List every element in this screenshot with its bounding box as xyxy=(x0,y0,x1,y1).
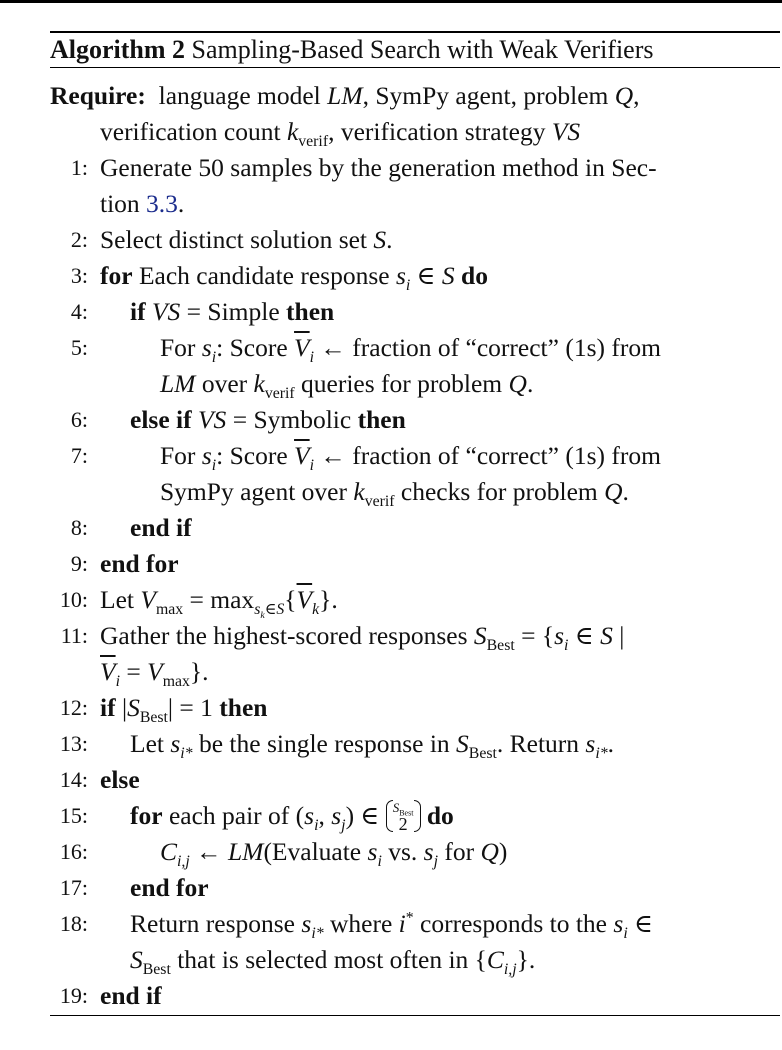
step-5-cont xyxy=(160,366,533,402)
math-subscript: verif xyxy=(264,385,295,403)
step-text: : Score xyxy=(216,333,295,362)
step-6 xyxy=(130,402,406,438)
math-subscript: Best xyxy=(468,745,497,763)
step-16 xyxy=(160,834,507,870)
math-subscript: k xyxy=(260,610,265,622)
step-text: SymPy agent over xyxy=(160,477,354,506)
step-7-cont xyxy=(160,474,629,510)
math-subscript: i xyxy=(405,277,411,295)
math-subscript: i,j xyxy=(177,853,190,871)
algorithm-number: Algorithm 2 xyxy=(50,35,186,64)
require-text: , verification strategy xyxy=(328,117,552,146)
step-text: over xyxy=(195,369,254,398)
step-text: For xyxy=(160,441,202,470)
step-text: vs. xyxy=(381,837,424,866)
math-lm: LM xyxy=(327,81,363,110)
line-number: 14: xyxy=(59,767,88,792)
keyword-end-if: end if xyxy=(130,513,192,542)
step-text: where xyxy=(323,909,399,938)
math-vs: VS xyxy=(551,117,581,146)
step-text: . xyxy=(526,369,534,398)
keyword-then: then xyxy=(357,405,406,434)
line-number: 16: xyxy=(59,839,88,864)
step-17 xyxy=(130,870,209,906)
step-1 xyxy=(100,150,657,186)
step-text: , xyxy=(318,801,332,830)
math-s: s xyxy=(585,729,596,758)
step-text: = Simple xyxy=(180,297,287,326)
section-ref-link[interactable]: 3.3 xyxy=(146,189,178,218)
step-text: each pair of ( xyxy=(162,801,305,830)
math-v: V xyxy=(140,585,156,614)
math-c: C xyxy=(486,945,504,974)
keyword-do: do xyxy=(420,801,454,830)
math-q: Q xyxy=(604,477,623,506)
step-text: ∈ xyxy=(568,621,601,650)
step-text: | xyxy=(612,621,625,650)
step-text: = Symbolic xyxy=(226,405,358,434)
step-5 xyxy=(160,330,661,366)
math-subscript: i xyxy=(309,457,315,475)
math-subscript: i xyxy=(377,853,382,871)
step-text: ← fraction of “correct” (1s) from xyxy=(314,441,661,470)
keyword-if: if xyxy=(130,297,146,326)
math-subscript: k xyxy=(312,601,320,619)
binom-top: S xyxy=(392,800,400,816)
line-number: 17: xyxy=(59,875,88,900)
step-text: For xyxy=(160,333,202,362)
step-14 xyxy=(100,762,140,798)
step-text: : Score xyxy=(216,441,295,470)
step-text: Gather the highest-scored responses xyxy=(100,621,474,650)
math-subscript: s xyxy=(254,601,261,619)
binomial-coefficient xyxy=(386,798,421,834)
step-text: }. xyxy=(516,945,536,974)
math-subscript: Best xyxy=(142,961,171,979)
math-v-bar: $\overline{V}$ xyxy=(100,657,116,686)
line-number: 15: xyxy=(59,803,88,828)
require-text: , SymPy agent, problem xyxy=(362,81,615,110)
math-subscript: max xyxy=(155,601,184,619)
math-s: S xyxy=(473,621,487,650)
title-rule xyxy=(50,67,780,68)
math-lm: LM xyxy=(228,837,264,866)
math-subscript: i xyxy=(309,349,315,367)
math-subscript: i* xyxy=(595,745,608,763)
step-15 xyxy=(130,798,454,834)
math-subscript: ∈S xyxy=(264,601,285,619)
step-4 xyxy=(130,294,334,330)
math-v-bar: $\overline{V}$ xyxy=(296,585,313,614)
math-s: s xyxy=(201,441,212,470)
keyword-then: then xyxy=(219,693,268,722)
step-18-cont xyxy=(130,942,535,978)
math-c: C xyxy=(160,837,178,866)
step-text: . xyxy=(386,225,393,254)
line-number: 19: xyxy=(59,983,88,1008)
require-text: language model xyxy=(158,81,328,110)
line-number: 5: xyxy=(70,335,88,360)
step-text: | = 1 xyxy=(167,693,220,722)
step-text: ← xyxy=(189,837,228,866)
keyword-if: if xyxy=(100,693,116,722)
line-number: 7: xyxy=(70,443,88,468)
step-text: ∈ xyxy=(410,261,442,290)
math-s: s xyxy=(201,333,212,362)
step-10 xyxy=(100,582,338,622)
line-number: 3: xyxy=(70,263,88,288)
math-subscript: i xyxy=(211,349,217,367)
step-text: = xyxy=(119,657,148,686)
math-q: Q xyxy=(480,837,499,866)
step-text: = max xyxy=(183,585,255,614)
step-7 xyxy=(160,438,661,474)
step-12 xyxy=(100,690,267,726)
math-q: Q xyxy=(508,369,527,398)
math-subscript: Best xyxy=(486,637,515,655)
math-subscript: verif xyxy=(298,133,329,151)
require-label: Require: xyxy=(50,81,146,110)
step-text: (Evaluate xyxy=(263,837,368,866)
keyword-then: then xyxy=(286,297,335,326)
math-s: s xyxy=(554,621,565,650)
line-number: 11: xyxy=(60,623,88,648)
top-rule xyxy=(0,0,782,3)
step-text: . xyxy=(177,189,185,218)
require-line-2 xyxy=(100,114,580,150)
step-text: corresponds to the xyxy=(413,909,614,938)
math-subscript: i xyxy=(623,925,628,943)
step-text: }. xyxy=(319,585,338,614)
step-text: checks for problem xyxy=(394,477,605,506)
math-subscript: Best xyxy=(399,808,414,818)
step-1-cont xyxy=(100,186,184,222)
math-lm: LM xyxy=(160,369,196,398)
step-text: = { xyxy=(514,621,555,650)
binom-bottom: 2 xyxy=(398,814,408,835)
step-text: ) ∈ xyxy=(345,801,386,830)
step-11-cont xyxy=(100,654,209,690)
keyword-do: do xyxy=(454,261,488,290)
math-k: k xyxy=(286,117,299,146)
step-3 xyxy=(100,258,488,294)
math-vs: VS xyxy=(191,405,227,434)
require-text: , xyxy=(633,81,640,110)
step-text: Each candidate response xyxy=(132,261,396,290)
keyword-end-for: end for xyxy=(130,873,209,902)
step-8 xyxy=(130,510,192,546)
math-vs: VS xyxy=(145,297,181,326)
math-subscript: i xyxy=(115,673,120,691)
line-number: 8: xyxy=(70,515,88,540)
math-v: V xyxy=(147,657,163,686)
step-text: tion xyxy=(100,189,147,218)
line-number: 18: xyxy=(59,911,88,936)
math-s: S xyxy=(600,621,613,650)
math-subscript: i xyxy=(314,817,319,835)
math-s: S xyxy=(373,225,387,254)
line-number: 13: xyxy=(59,731,88,756)
require-line-1 xyxy=(50,78,640,114)
math-s: S xyxy=(441,261,455,290)
math-v-bar: $\overline{V}$ xyxy=(294,333,310,362)
math-subscript: i xyxy=(564,637,569,655)
step-text: | xyxy=(115,693,128,722)
math-k: k xyxy=(253,369,265,398)
step-13 xyxy=(130,726,614,762)
step-18 xyxy=(130,906,653,942)
line-number: 10: xyxy=(59,587,88,612)
math-subscript: i* xyxy=(311,925,324,943)
step-19 xyxy=(100,978,162,1014)
step-text: Let xyxy=(130,729,171,758)
math-s: s xyxy=(170,729,181,758)
keyword-else: else xyxy=(100,765,140,794)
step-text: Return response xyxy=(130,909,302,938)
step-text: ∈ xyxy=(627,909,653,938)
step-9 xyxy=(100,546,179,582)
math-s: S xyxy=(127,693,140,722)
math-subscript: j xyxy=(341,817,346,835)
step-text: Let xyxy=(100,585,141,614)
line-number: 4: xyxy=(70,299,88,324)
math-subscript: j xyxy=(433,853,438,871)
math-superscript: * xyxy=(405,909,414,927)
step-text: . xyxy=(607,729,615,758)
math-subscript: verif xyxy=(364,493,395,511)
math-s: s xyxy=(395,261,406,290)
line-number: 6: xyxy=(70,407,88,432)
math-s: s xyxy=(331,801,342,830)
step-text: . xyxy=(622,477,629,506)
step-text: { xyxy=(284,585,297,614)
math-s: s xyxy=(367,837,378,866)
step-text: ← fraction of “correct” (1s) from xyxy=(314,333,661,362)
step-11 xyxy=(100,618,624,654)
math-s: S xyxy=(456,729,469,758)
step-text: that is selected most often in { xyxy=(170,945,487,974)
math-s: s xyxy=(613,909,624,938)
algorithm-name: Sampling-Based Search with Weak Verifiers xyxy=(191,35,654,64)
step-text: . Return xyxy=(496,729,586,758)
keyword-for: for xyxy=(100,261,133,290)
math-s: s xyxy=(304,801,315,830)
math-s: S xyxy=(130,945,143,974)
step-text: for xyxy=(437,837,481,866)
math-i: i xyxy=(398,909,406,938)
math-k: k xyxy=(353,477,365,506)
math-s: s xyxy=(301,909,312,938)
keyword-end-if: end if xyxy=(100,981,162,1010)
line-number: 12: xyxy=(59,695,88,720)
step-text: Generate 50 samples by the generation method in Sec- xyxy=(100,153,657,182)
math-v-bar: $\overline{V}$ xyxy=(294,441,310,470)
math-subscript: max xyxy=(162,673,190,691)
bottom-rule xyxy=(50,1015,780,1016)
line-number: 2: xyxy=(70,227,88,252)
line-number: 1: xyxy=(70,155,88,180)
step-text: ) xyxy=(498,837,508,866)
step-text: be the single response in xyxy=(192,729,457,758)
keyword-for: for xyxy=(130,801,163,830)
step-text: queries for problem xyxy=(294,369,509,398)
keyword-else-if: else if xyxy=(130,405,192,434)
step-text: Select distinct solution set xyxy=(100,225,374,254)
require-text: verification count xyxy=(100,117,287,146)
algorithm-title xyxy=(50,33,654,67)
math-subscript: i xyxy=(211,457,217,475)
math-s: s xyxy=(423,837,434,866)
math-subscript: Best xyxy=(139,709,168,727)
step-2 xyxy=(100,222,393,258)
math-subscript: i,j xyxy=(503,961,517,979)
keyword-end-for: end for xyxy=(100,549,179,578)
line-number: 9: xyxy=(70,551,88,576)
math-subscript: i* xyxy=(180,745,193,763)
math-q: Q xyxy=(614,81,634,110)
step-text: }. xyxy=(189,657,209,686)
